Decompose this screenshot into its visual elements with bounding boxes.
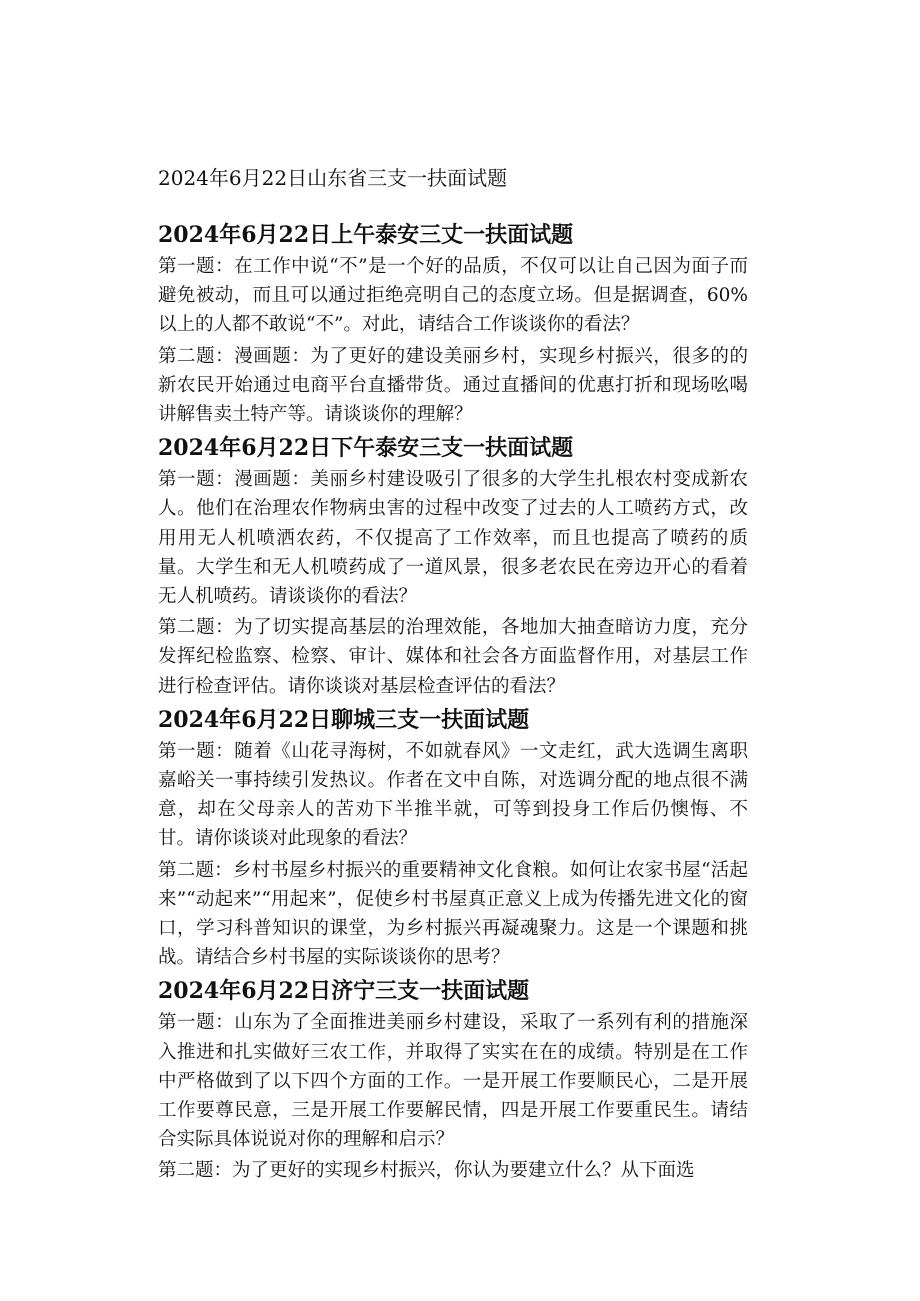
section-heading: 2024年6月22日聊城三支一扶面试题 bbox=[158, 706, 530, 733]
question-1: 第一题：在工作中说“不”是一个好的品质，不仅可以让自己因为面子而避免被动，而且可以通过拒绝亮明自己的态度立场。但是据调查，60%以上的人都不敢说“不”。对此，请结合工作谈谈你的看法？ bbox=[158, 256, 748, 336]
question-1: 第一题：漫画题：美丽乡村建设吸引了很多的大学生扎根农村变成新农人。他们在治理农作物病虫害的过程中改变了过去的人工喷药方式，改用用无人机喷洒农药，不仅提高了工作效率，而且也提高了喷药的质量。大学生和无人机喷药成了一道风景，很多老农民在旁边开心的看着无人机喷药。请谈谈你的看法？ bbox=[158, 469, 748, 608]
document-title: 2024年6月22日山东省三支一扶面试题 bbox=[158, 166, 508, 190]
document-body bbox=[158, 218, 748, 1188]
section-heading: 2024年6月22日下午泰安三支一扶面试题 bbox=[158, 435, 574, 462]
question-2: 第二题：为了切实提高基层的治理效能，各地加大抽查暗访力度，充分发挥纪检监察、检察、审计、媒体和社会各方面监督作用，对基层工作进行检查评估。请你谈谈对基层检查评估的看法？ bbox=[158, 617, 748, 697]
question-1: 第一题：山东为了全面推进美丽乡村建设，采取了一系列有利的措施深入推进和扎实做好三农工作，并取得了实实在在的成绩。特别是在工作中严格做到了以下四个方面的工作。一是开展工作要顺民心，二是开展工作要尊民意，三是开展工作要解民情，四是开展工作要重民生。请结合实际具体说说对你的理解和启示？ bbox=[158, 1012, 748, 1151]
section-jining bbox=[158, 974, 748, 1185]
question-2: 第二题：漫画题：为了更好的建设美丽乡村，实现乡村振兴，很多的的新农民开始通过电商平台直播带货。通过直播间的优惠打折和现场吆喝讲解售卖土特产等。请谈谈你的理解？ bbox=[158, 345, 748, 426]
question-1: 第一题：随着《山花寻海树，不如就春风》一文走红，武大选调生离职嘉峪关一事持续引发热议。作者在文中自陈，对选调分配的地点很不满意，却在父母亲人的苦劝下半推半就，可等到投身工作后仍懊悔、不甘。请你谈谈对此现象的看法？ bbox=[158, 740, 748, 850]
section-taian-morning bbox=[158, 218, 748, 429]
section-liaocheng bbox=[158, 703, 748, 973]
question-2: 第二题：为了更好的实现乡村振兴，你认为要建立什么？从下面选 bbox=[158, 1160, 695, 1182]
section-taian-afternoon bbox=[158, 431, 748, 701]
section-heading: 2024年6月22日上午泰安三丈一扶面试题 bbox=[158, 222, 574, 248]
section-heading: 2024年6月22日济宁三支一扶面试题 bbox=[158, 978, 530, 1005]
question-2: 第二题：乡村书屋乡村振兴的重要精神文化食粮。如何让农家书屋“活起来”“动起来”“用起来”，促使乡村书屋真正意义上成为传播先进文化的窗口，学习科普知识的课堂，为乡村振兴再凝魂聚力。这是一个课题和挑战。请结合乡村书屋的实际谈谈你的思考？ bbox=[158, 859, 748, 969]
